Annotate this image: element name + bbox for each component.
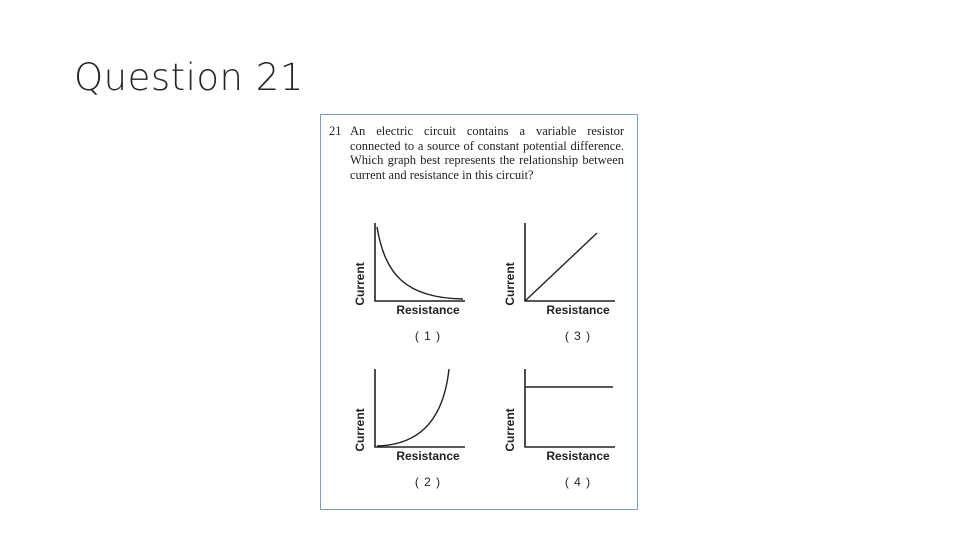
graph-2-x-axis-label: Resistance <box>396 449 460 463</box>
graph-3[interactable] <box>505 219 645 349</box>
graph-1-y-axis-label: Current <box>353 262 367 306</box>
graph-4-axes <box>525 369 615 447</box>
graph-3-axes <box>525 223 615 301</box>
graph-3-choice-label: ( 3 ) <box>564 329 592 343</box>
graph-1-choice-label: ( 1 ) <box>414 329 442 343</box>
graph-3-curve <box>525 233 597 301</box>
graph-1-curve <box>377 227 463 299</box>
graph-2-choice-label: ( 2 ) <box>414 475 442 489</box>
graph-4-y-axis-label: Current <box>503 408 517 452</box>
question-text: An electric circuit contains a variable resistor connected to a source of constant potential difference. Which graph best represents the relationship between current and resistance in this circuit? <box>350 124 624 182</box>
graph-4-choice-label: ( 4 ) <box>564 475 592 489</box>
graph-3-y-axis-label: Current <box>503 262 517 306</box>
graph-1[interactable] <box>355 219 495 349</box>
graph-3-x-axis-label: Resistance <box>546 303 610 317</box>
graph-2-curve <box>377 369 449 446</box>
slide-title: Question 21 <box>74 56 304 99</box>
graph-2-axes <box>375 369 465 447</box>
question-number: 21 <box>329 124 342 138</box>
question-card <box>320 114 638 510</box>
graph-1-x-axis-label: Resistance <box>396 303 460 317</box>
graph-4-x-axis-label: Resistance <box>546 449 610 463</box>
graph-2[interactable] <box>355 365 495 495</box>
graph-4[interactable] <box>505 365 645 495</box>
graph-2-y-axis-label: Current <box>353 408 367 452</box>
